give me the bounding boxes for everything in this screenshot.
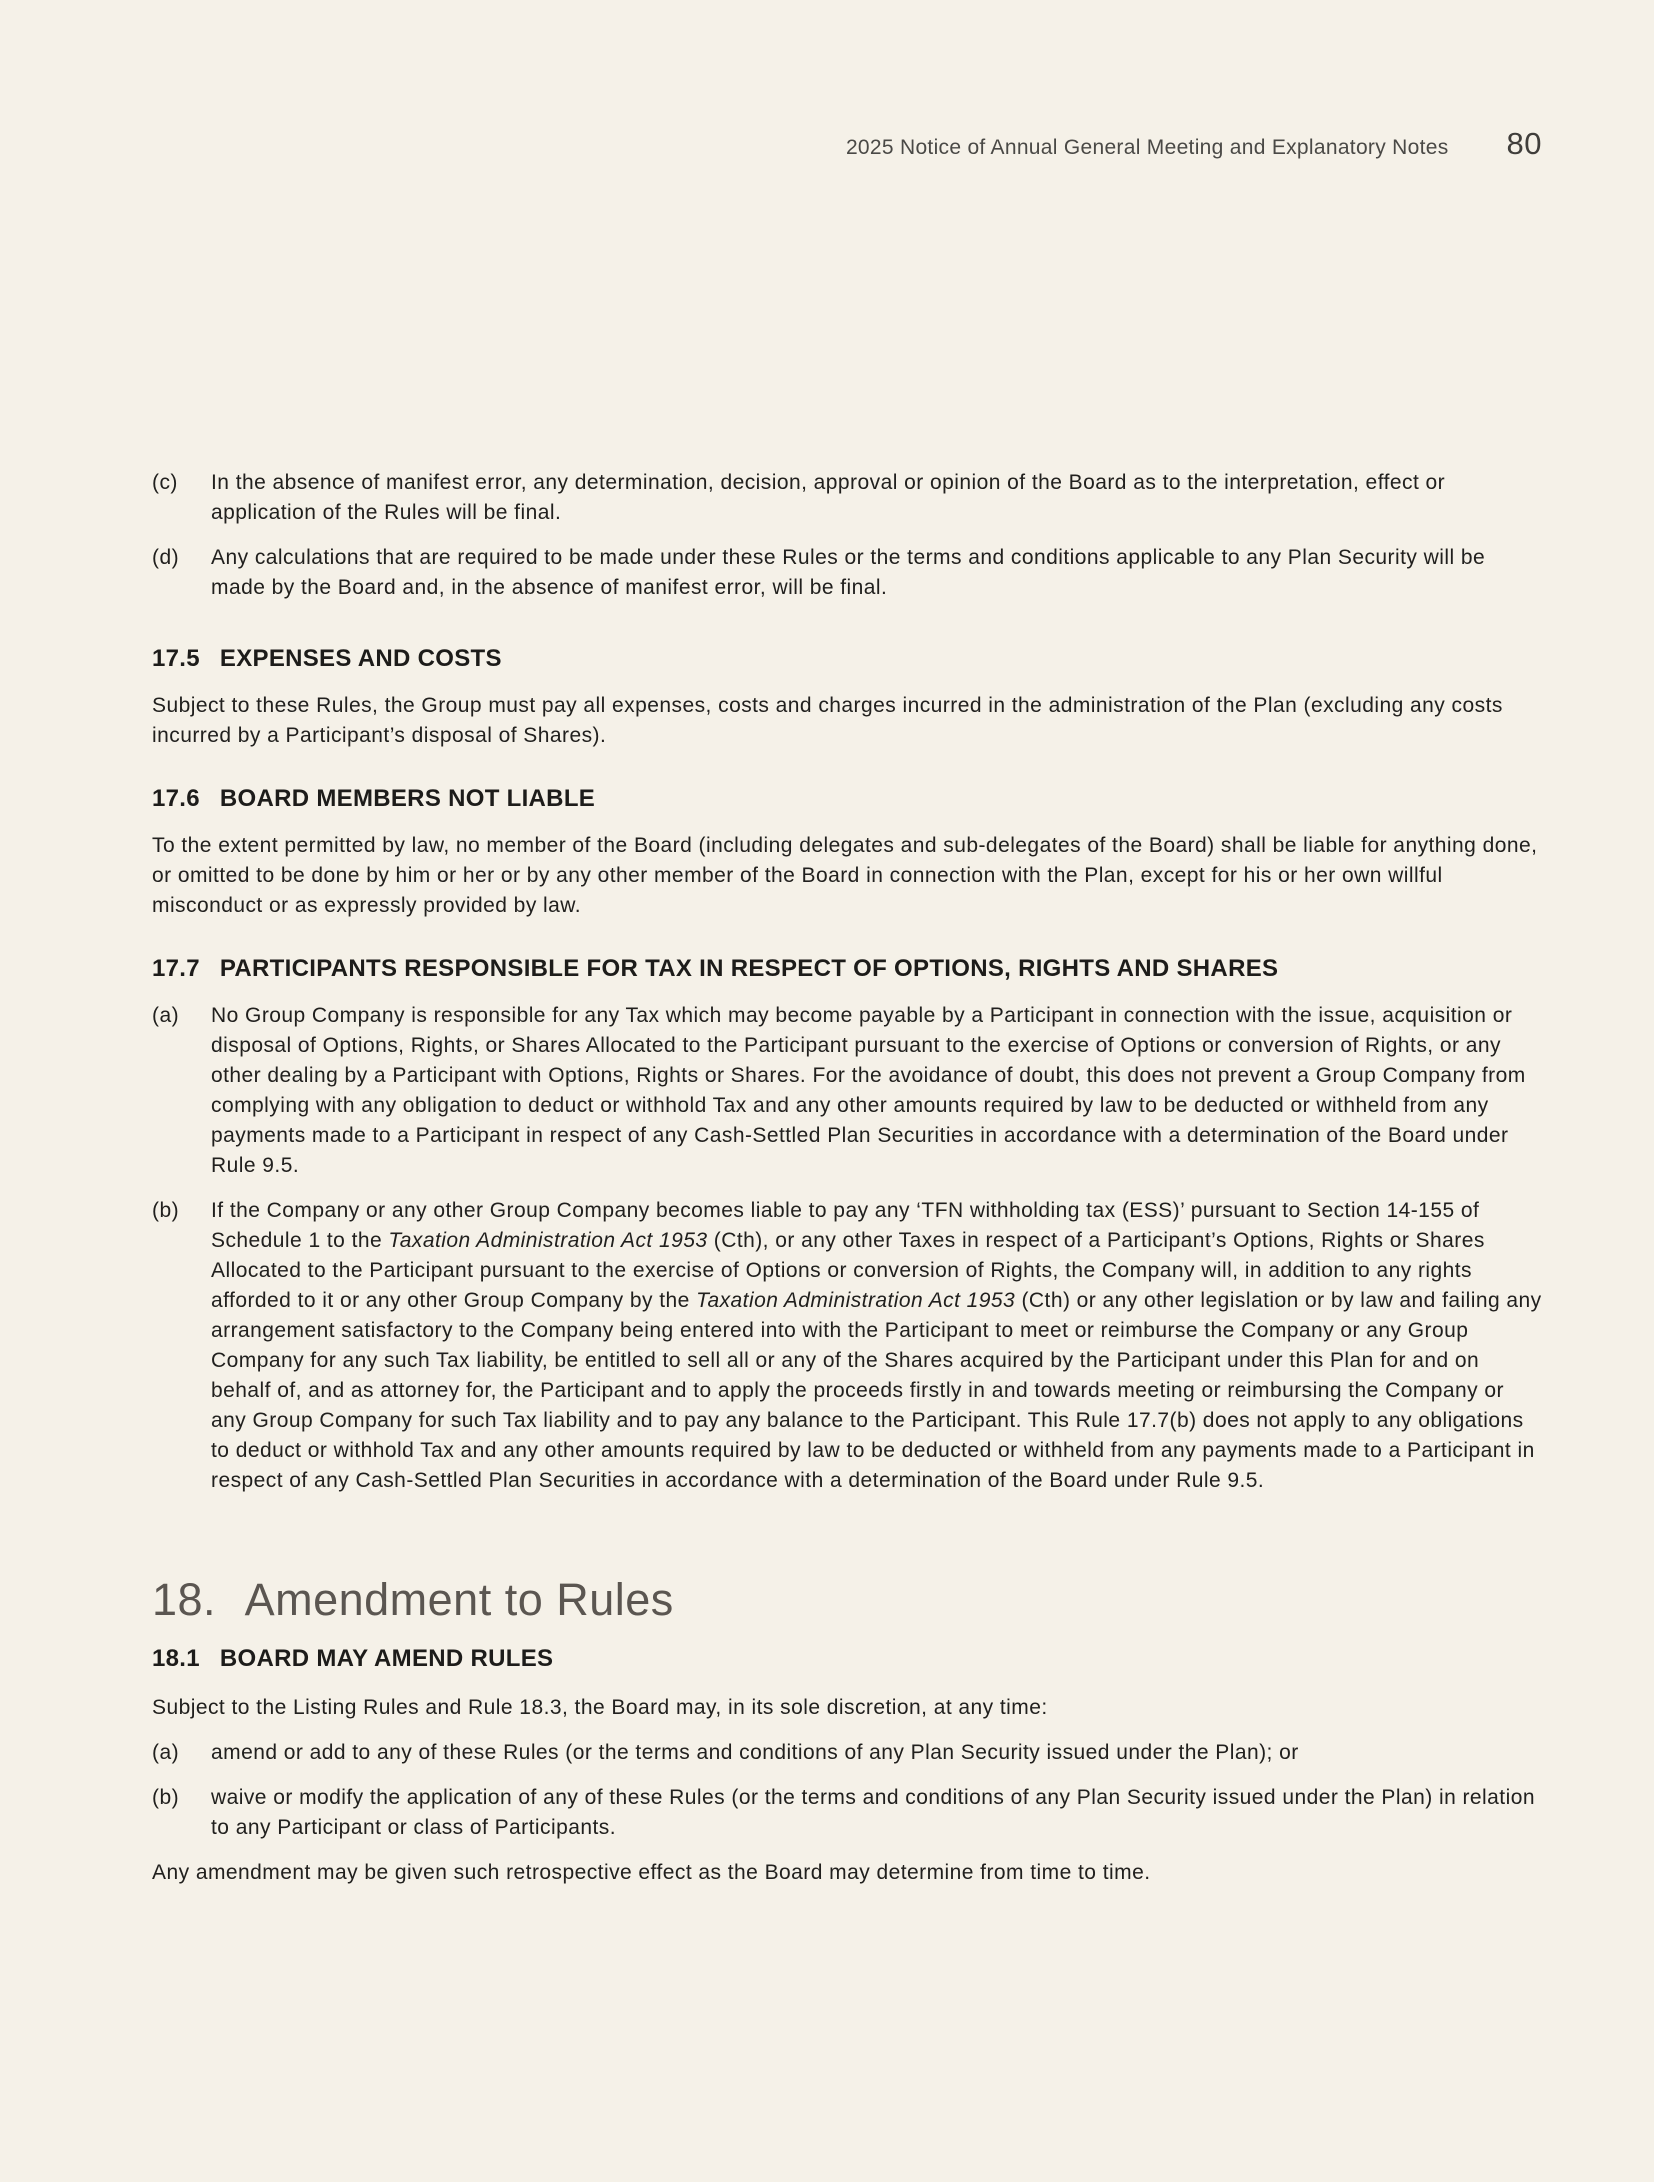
section-number: 17.5 [152, 645, 200, 672]
intro-list [152, 468, 1542, 603]
item-marker: (c) [152, 471, 178, 494]
item-text: Any calculations that are required to be made under these Rules or the terms and conditions applicable to any Plan Security will be made by the Board and, in the absence of manifest error, will be final. [211, 546, 1486, 599]
item-text: waive or modify the application of any of these Rules (or the terms and conditions of any Plan Security issued under the Plan) in relation to any Participant or class of Participants. [211, 1786, 1535, 1839]
section-number: 17.6 [152, 785, 200, 812]
header-title: 2025 Notice of Annual General Meeting and Explanatory Notes [845, 136, 1449, 159]
section-number: 17.7 [152, 955, 200, 982]
item-text: If the Company or any other Group Company becomes liable to pay any ‘TFN withholding tax (ESS)’ pursuant to Section 14-155 of Schedule 1 to the Taxation Administration Act 1953 (Cth), or any other Taxes in respect of a Participant’s Options, Rights or Shares Allocated to the Participant pursuant to the exercise of Options or conversion of Rights, the Company will, in addition to any rights afforded to it or any other Group Company by the Taxation Administration Act 1953 (Cth) or any other legislation or by law and failing any arrangement satisfactory to the Company being entered into with the Participant to meet or reimburse the Company or any Group Company for any such Tax liability, be entitled to sell all or any of the Shares acquired by the Participant under this Plan for and on behalf of, and as attorney for, the Participant and to apply the proceeds firstly in and towards meeting or reimbursing the Company or any Group Company for such Tax liability and to pay any balance to the Participant. This Rule 17.7(b) does not apply to any obligations to deduct or withhold Tax and any other amounts required by law to be deducted or withheld from any payments made to a Participant in respect of any Cash-Settled Plan Securities in accordance with a determination of the Board under Rule 9.5. [211, 1199, 1542, 1492]
section-heading-17-7 [152, 953, 1542, 985]
page-number: 80 [1506, 126, 1542, 161]
list-item-c [152, 468, 1542, 528]
paragraph-17-5: Subject to these Rules, the Group must pay all expenses, costs and charges incurred in the administration of the Plan (excluding any costs incurred by a Participant’s disposal of Shares). [152, 694, 1503, 747]
section-heading-18-1 [152, 1643, 1542, 1675]
item-text: In the absence of manifest error, any determination, decision, approval or opinion of the Board as to the interpretation, effect or application of the Rules will be final. [211, 471, 1446, 524]
list-item-17-7-a [152, 1001, 1542, 1181]
section-title: PARTICIPANTS RESPONSIBLE FOR TAX IN RESPECT OF OPTIONS, RIGHTS AND SHARES [219, 955, 1279, 982]
chapter-title: Amendment to Rules [244, 1574, 674, 1625]
item-text: No Group Company is responsible for any Tax which may become payable by a Participant in connection with the issue, acquisition or disposal of Options, Rights, or Shares Allocated to the Participant pursuant to the exercise of Options or conversion of Rights, or any other dealing by a Participant with Options, Rights or Shares. For the avoidance of doubt, this does not prevent a Group Company from complying with any obligation to deduct or withhold Tax and any other amounts required by law to be deducted or withheld from any payments made to a Participant in respect of any Cash-Settled Plan Securities in accordance with a determination of the Board under Rule 9.5. [211, 1004, 1526, 1177]
paragraph-18-1-closing: Any amendment may be given such retrospective effect as the Board may determine from time to time. [152, 1861, 1151, 1884]
item-marker: (a) [152, 1004, 180, 1027]
section-title: BOARD MEMBERS NOT LIABLE [219, 785, 596, 812]
list-17-7 [152, 1001, 1542, 1496]
item-marker: (a) [152, 1741, 180, 1764]
chapter-heading-18 [152, 1571, 1542, 1629]
section-title: EXPENSES AND COSTS [219, 645, 502, 672]
page-header [0, 0, 1654, 162]
list-item-d [152, 543, 1542, 603]
paragraph-18-1-intro: Subject to the Listing Rules and Rule 18.3, the Board may, in its sole discretion, at any time: [152, 1696, 1048, 1719]
item-text: amend or add to any of these Rules (or the terms and conditions of any Plan Security issued under the Plan); or [211, 1741, 1299, 1764]
paragraph-17-6: To the extent permitted by law, no member of the Board (including delegates and sub-delegates of the Board) shall be liable for anything done, or omitted to be done by him or her or by any other member of the Board in connection with the Plan, except for his or her own willful misconduct or as expressly provided by law. [152, 834, 1538, 917]
list-item-18-1-a [152, 1738, 1542, 1768]
item-marker: (b) [152, 1786, 180, 1809]
section-title: BOARD MAY AMEND RULES [219, 1645, 554, 1672]
document-body [0, 468, 1654, 1888]
list-item-17-7-b [152, 1196, 1542, 1496]
section-number: 18.1 [152, 1645, 200, 1672]
section-heading-17-5 [152, 643, 1542, 675]
list-18-1 [152, 1738, 1542, 1843]
section-heading-17-6 [152, 783, 1542, 815]
item-marker: (b) [152, 1199, 180, 1222]
chapter-number: 18. [152, 1574, 217, 1625]
item-marker: (d) [152, 546, 180, 569]
list-item-18-1-b [152, 1783, 1542, 1843]
